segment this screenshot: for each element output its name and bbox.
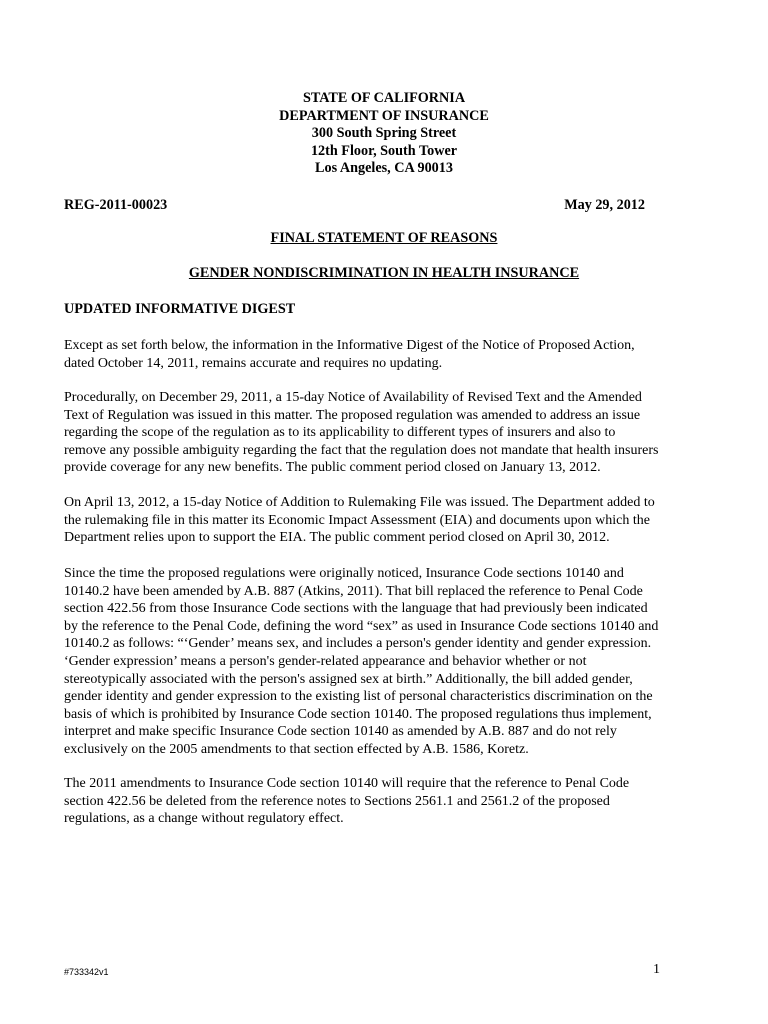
paragraph-4 [64,565,714,759]
paragraph-line: On April 13, 2012, a 15-day Notice of Addition to Rulemaking File was issued. The Department added to [64,495,655,510]
paragraph-line: Since the time the proposed regulations were originally noticed, Insurance Code sections 10140 and [64,566,624,581]
paragraph-line: exclusively on the 2005 amendments to that section effected by A.B. 1586, Koretz. [64,741,529,757]
paragraph-line: The 2011 amendments to Insurance Code section 10140 will require that the reference to Penal Code [64,776,630,791]
paragraph-line: interpret and make specific Insurance Code section 10140 as amended by A.B. 887 and do not rely [64,724,617,740]
paragraph-5 [64,775,714,828]
paragraph-line: Procedurally, on December 29, 2011, a 15-day Notice of Availability of Revised Text and the Amended [64,390,642,405]
subject-title: GENDER NONDISCRIMINATION IN HEALTH INSURANCE [188,265,580,281]
letterhead-state: STATE OF CALIFORNIA [302,90,466,106]
letterhead-street: 300 South Spring Street [311,125,457,142]
paragraph-line: regulations, as a change without regulatory effect. [64,811,344,827]
paragraph-line: dated October 14, 2011, remains accurate and requires no updating. [64,355,443,371]
paragraph-line: Department relies upon to support the EIA. The public comment period closed on April 30, 2012. [64,530,610,546]
paragraph-line: section 422.56 be deleted from the reference notes to Sections 2561.1 and 2561.2 of the proposed [64,793,610,809]
paragraph-line: the rulemaking file in this matter its Economic Impact Assessment (EIA) and documents upon which the [64,512,650,528]
paragraph-line: Text of Regulation was issued in this matter. The proposed regulation was amended to address an issue [64,407,641,423]
paragraph-2 [64,389,714,477]
paragraph-3 [64,494,714,547]
paragraph-line: 10140.2 have been amended by A.B. 887 (Atkins, 2011). That bill replaced the reference to Penal Code [64,583,643,599]
paragraph-line: by the reference to the Penal Code, defining the word “sex” as used in Insurance Code sections 10140 and [64,618,659,634]
paragraph-line: provide coverage for any new benefits. The public comment period closed on January 13, 2012. [64,460,601,476]
paragraph-line: remove any possible ambiguity regarding the fact that the regulation does not mandate that health insurers [64,442,659,458]
page-number: 1 [653,962,660,977]
paragraph-line: regarding the scope of the regulation as to its applicability to different types of insurers and also to [64,425,616,441]
reference-number: REG-2011-00023 [64,197,168,213]
letterhead-floor: 12th Floor, South Tower [310,142,458,159]
paragraph-1 [64,337,714,372]
paragraph-line: section 422.56 from those Insurance Code sections with the language that had previously been indicated [64,601,648,617]
paragraph-line: basis of which is prohibited by Insurance Code section 10140. The proposed regulations thus implement, [64,706,652,722]
statement-title: FINAL STATEMENT OF REASONS [270,230,498,246]
section-heading: UPDATED INFORMATIVE DIGEST [64,301,296,317]
footer-document-id: #733342v1 [64,967,109,977]
letterhead-city: Los Angeles, CA 90013 [315,160,453,177]
letterhead [0,90,768,178]
paragraph-line: 10140.2 as follows: “‘Gender’ means sex, and includes a person's gender identity and gender expression. [64,636,652,652]
letterhead-department: DEPARTMENT OF INSURANCE [279,107,489,124]
paragraph-line: ‘Gender expression’ means a person's gender-related appearance and behavior whether or not [64,653,587,669]
paragraph-line: stereotypically associated with the person's assigned sex at birth.” Additionally, the bill added gender, [64,671,633,687]
paragraph-line: Except as set forth below, the information in the Informative Digest of the Notice of Proposed Action, [64,338,635,353]
document-date: May 29, 2012 [564,197,645,213]
paragraph-line: gender identity and gender expression to the existing list of personal characteristics discrimination on the [64,689,653,705]
